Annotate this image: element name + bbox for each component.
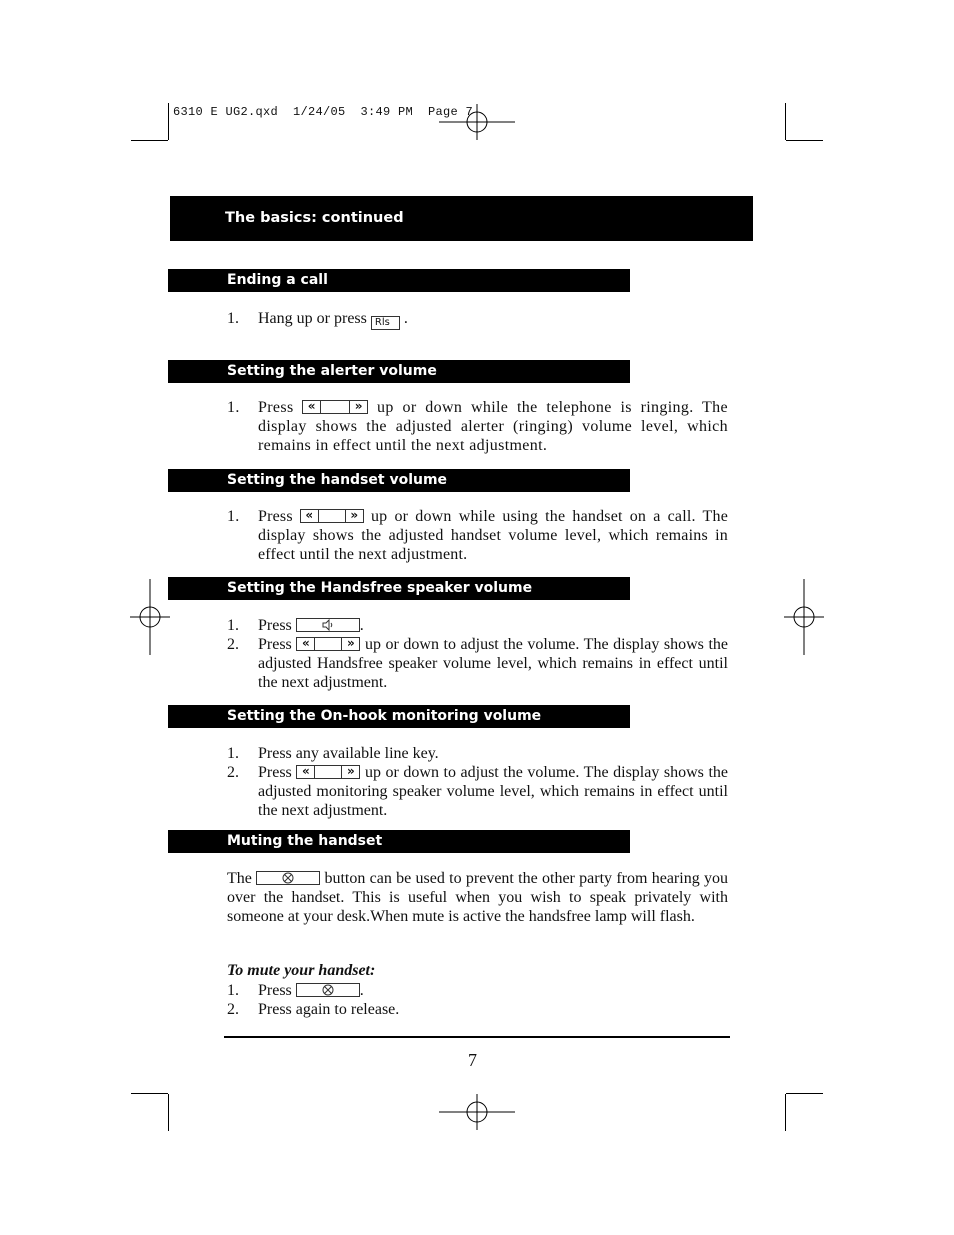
footer-rule	[224, 1036, 730, 1038]
item-text: up or down while the telephone is ringing. The display shows the adjusted alerter (ringing) volume level, which remains in effect until the next adjustment.	[258, 399, 728, 454]
item-text: The	[227, 870, 252, 887]
item-text: .	[359, 982, 364, 999]
section-header-onhook-volume: Setting the On-hook monitoring volume	[168, 705, 630, 728]
volume-up-down-key-icon: « »	[302, 400, 368, 414]
crop-mark-top-right-v	[785, 103, 786, 140]
item-text: Press again to release.	[258, 1001, 400, 1018]
crop-mark-bottom-right-h	[786, 1093, 823, 1094]
item-text: up or down while using the handset on a call. The display shows the adjusted handset volume level, which remains in effect until the next adjustment.	[258, 508, 728, 563]
list-item	[227, 1000, 728, 1019]
list-item	[227, 616, 728, 635]
mute-subheading: To mute your handset:	[227, 962, 376, 979]
item-text: Press any available line key.	[258, 745, 439, 762]
item-text: Press	[258, 399, 294, 416]
crop-mark-bottom-left-v	[168, 1094, 169, 1131]
section-header-ending-call: Ending a call	[168, 269, 630, 292]
item-text: Hang up or press	[258, 310, 367, 327]
list-number: 1.	[227, 399, 240, 416]
crop-mark-bottom-right-v	[785, 1094, 786, 1131]
item-text: Press	[258, 982, 292, 999]
list-number: 1.	[227, 982, 239, 999]
list-item	[227, 309, 728, 330]
list-number: 2.	[227, 636, 239, 653]
list-item	[227, 398, 728, 455]
list-number: 1.	[227, 745, 239, 762]
item-text: .	[359, 617, 364, 634]
item-text: .	[403, 310, 408, 327]
list-item	[227, 763, 728, 820]
list-number: 1.	[227, 310, 239, 327]
item-text: Press	[258, 764, 292, 781]
printer-slug: 6310 E UG2.qxd 1/24/05 3:49 PM Page 7	[173, 105, 474, 119]
item-text: Press	[258, 508, 293, 525]
item-text: Press	[258, 617, 292, 634]
item-text: up or down to adjust the volume. The display shows the adjusted Handsfree speaker volume level, which remains in effect until the next adjustment.	[258, 636, 729, 691]
mute-intro-paragraph	[227, 869, 728, 926]
list-number: 1.	[227, 617, 239, 634]
crop-mark-top-right-h	[786, 140, 823, 141]
speaker-key-icon	[296, 618, 360, 632]
release-key-icon: Rls	[371, 316, 400, 330]
mute-key-icon	[296, 983, 360, 997]
item-text: Press	[258, 636, 292, 653]
section-header-handset-volume: Setting the handset volume	[168, 469, 630, 492]
section-header-handsfree-volume: Setting the Handsfree speaker volume	[168, 577, 630, 600]
registration-mark-icon	[766, 579, 842, 655]
chapter-banner: The basics: continued	[170, 196, 753, 241]
volume-up-down-key-icon: « »	[296, 765, 360, 779]
registration-mark-icon	[439, 84, 515, 160]
section-header-alerter-volume: Setting the alerter volume	[168, 360, 630, 383]
mute-key-icon	[256, 871, 320, 885]
volume-up-down-key-icon: « »	[300, 509, 364, 523]
page-number: 7	[468, 1050, 477, 1070]
list-number: 2.	[227, 1001, 239, 1018]
crop-mark-top-left-h	[131, 140, 168, 141]
list-number: 2.	[227, 764, 239, 781]
volume-up-down-key-icon: « »	[296, 637, 360, 651]
list-item	[227, 635, 728, 692]
item-text: button can be used to prevent the other party from hearing you over the handset. This is useful when you wish to speak privately with someone at your desk.When mute is active the handsfree lamp will flash.	[227, 870, 729, 925]
list-item	[227, 981, 728, 1000]
list-item	[227, 507, 728, 564]
list-number: 1.	[227, 508, 240, 525]
section-header-muting: Muting the handset	[168, 830, 630, 853]
item-text: up or down to adjust the volume. The display shows the adjusted monitoring speaker volume level, which remains in effect until the next adjustment.	[258, 764, 729, 819]
crop-mark-top-left-v	[168, 103, 169, 140]
list-item	[227, 744, 728, 763]
registration-mark-icon	[439, 1074, 515, 1150]
crop-mark-bottom-left-h	[131, 1093, 168, 1094]
